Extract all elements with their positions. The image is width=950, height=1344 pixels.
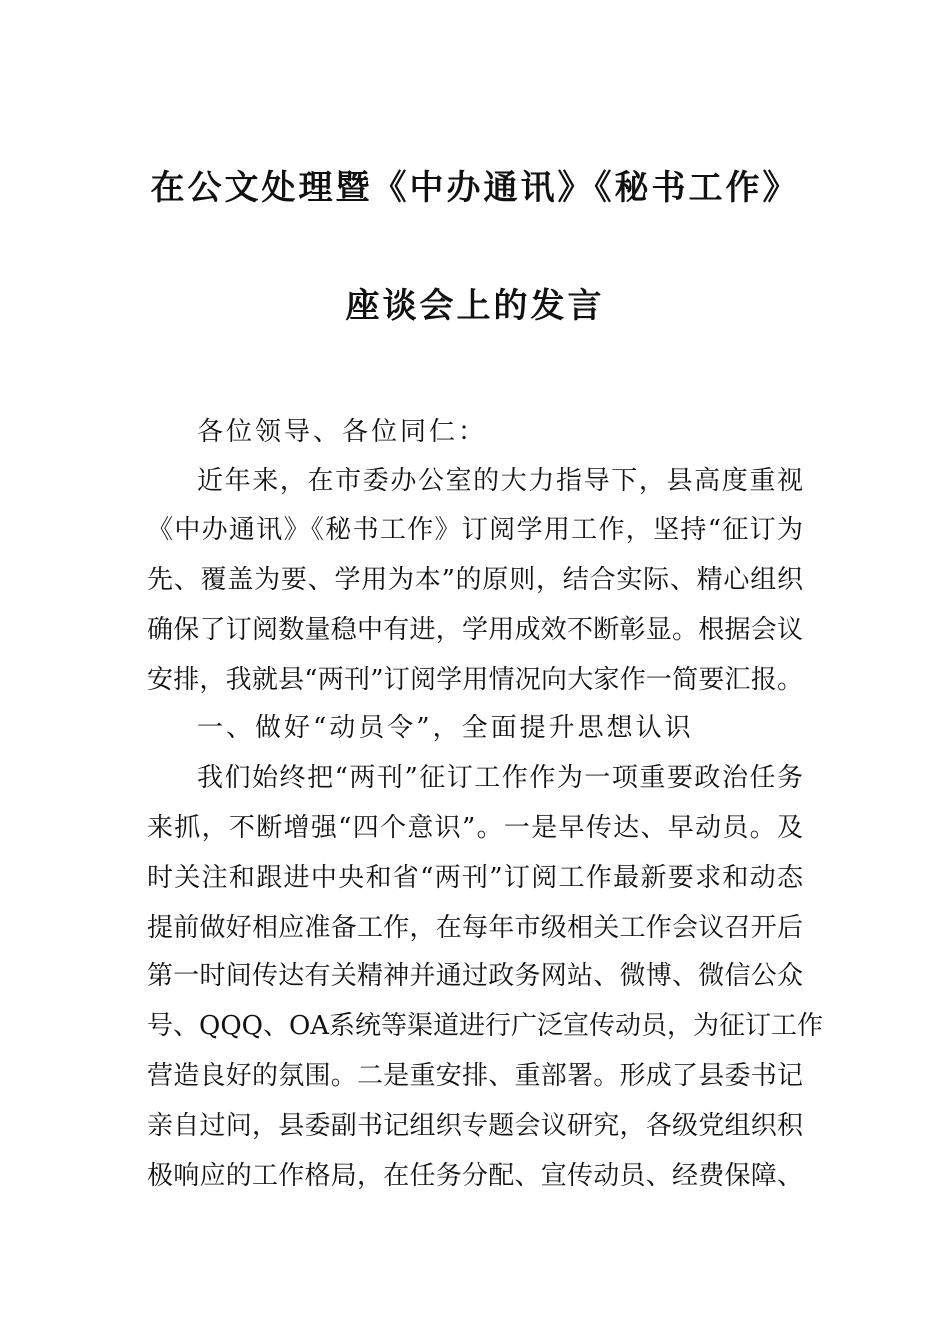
paragraph-2-line: 第一时间传达有关精神并通过政务网站、微博、微信公众 (147, 961, 803, 991)
paragraph-1-line: 确保了订阅数量稳中有进，学用成效不断彰显。根据会议 (147, 615, 803, 645)
paragraph-1-line: 安排，我就县“两刊”订阅学用情况向大家作一简要汇报。 (147, 665, 803, 695)
paragraph-1-line: 《中办通讯》《秘书工作》订阅学用工作，坚持“征订为 (147, 515, 803, 545)
paragraph-2-line: 时关注和跟进中央和省“两刊”订阅工作最新要求和动态 (147, 863, 803, 893)
paragraph-1-line: 先、覆盖为要、学用为本”的原则，结合实际、精心组织 (147, 565, 803, 595)
paragraph-2-line: 提前做好相应准备工作，在每年市级相关工作会议召开后 (147, 913, 803, 943)
paragraph-1-line: 近年来，在市委办公室的大力指导下，县高度重视 (197, 466, 803, 496)
document-title-line-1: 在公文处理暨《中办通讯》《秘书工作》 (150, 168, 800, 208)
paragraph-2-line: 我们始终把“两刊”征订工作作为一项重要政治任务 (197, 763, 803, 793)
paragraph-2-line: 号、QQQ、OA系统等渠道进行广泛宣传动员，为征订工作 (147, 1011, 824, 1041)
paragraph-2-line: 营造良好的氛围。二是重安排、重部署。形成了县委书记 (147, 1061, 803, 1091)
greeting: 各位领导、各位同仁： (197, 417, 488, 447)
document-title-line-2: 座谈会上的发言 (345, 286, 605, 326)
paragraph-2-line: 来抓，不断增强“四个意识”。一是早传达、早动员。及 (147, 813, 803, 843)
paragraph-2-line: 极响应的工作格局，在任务分配、宣传动员、经费保障、 (147, 1161, 803, 1191)
section-heading-1: 一、做好“动员令”，全面提升思想认识 (197, 713, 694, 743)
paragraph-2-line: 亲自过问，县委副书记组织专题会议研究，各级党组织积 (147, 1111, 803, 1141)
